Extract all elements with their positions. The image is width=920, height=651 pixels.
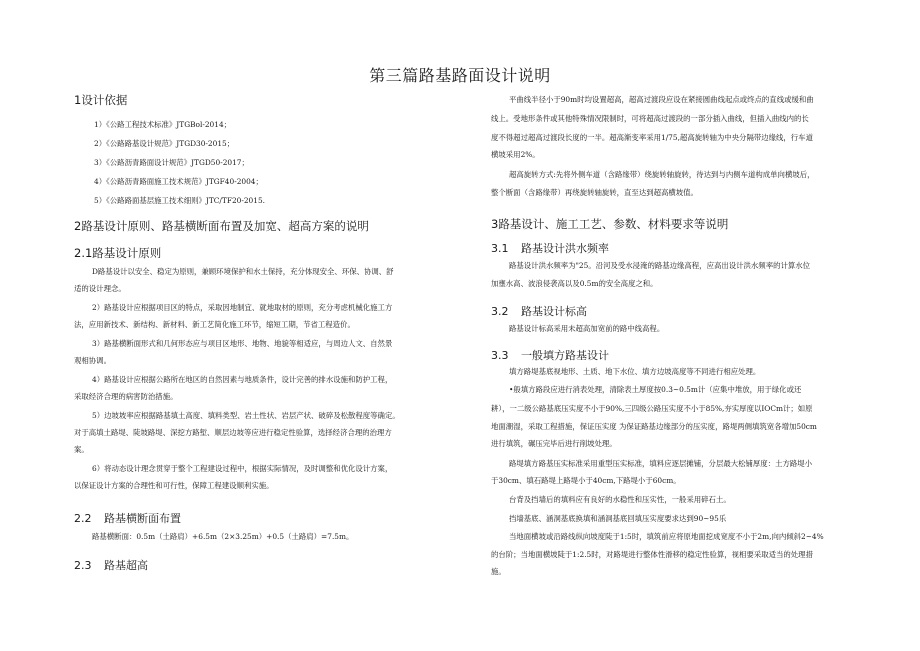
paragraph-line: 3）路基横断面形式和几何形态应与项目区地形、地物、地貌等相适应，与周边人文、自然景	[92, 339, 393, 348]
section-3-3-heading	[491, 347, 609, 363]
section-3-heading: 3路基设计、施工工艺、参数、材料要求等说明	[491, 217, 729, 231]
section-3-2-heading	[491, 303, 587, 319]
paragraph-line: 当地面横坡或沿路线纵向坡度陡于1:5时，填筑前应将原地面挖成宽度不小于2m,向内倾斜2~4%	[509, 532, 824, 541]
paragraph-line: 的台阶；当地面横坡陡于1:2.5时，对路堤进行整体性滑移的稳定性验算，视相要采取适当的处理措	[491, 550, 813, 559]
section-number: 3.1	[491, 242, 509, 255]
section-number: 2.3	[74, 559, 92, 572]
section-3-1-heading	[491, 240, 609, 256]
paragraph-line: 横坡采用2%。	[491, 150, 540, 159]
section-2-2-heading	[74, 510, 181, 526]
paragraph-line: 填方路堤基底视地形、土质、地下水位、填方边坡高度等不同进行相应处理。	[509, 367, 761, 376]
paragraph-line: 5）边坡坡率应根据路基填土高度、填料类型、岩土性状、岩层产状、破碎及松散程度等确定。	[92, 411, 400, 420]
paragraph-line: 超高旋转方式:先将外侧车道（含路缘带）绕旋转轴旋转，待达到与内侧车道构成单向横坡后，	[509, 170, 815, 179]
section-2-heading: 2路基设计原则、路基横断面布置及加宽、超高方案的说明	[74, 219, 369, 233]
paragraph-line: •般填方路段应进行消表处理，清除表土厚度按0.3~0.5m计（应集中堆放，用于绿化或还	[509, 385, 802, 394]
paragraph-line: 台背及挡墙后的填料应有良好的水稳性和压实性，一般采用碎石土。	[509, 495, 731, 504]
paragraph-line: 进行填筑，碾压完毕后进行削坡处理。	[491, 439, 617, 448]
paragraph-line: 2）路基设计应根据项目区的特点，采取因地制宜、就地取材的原则，充分考虑机械化施工方	[92, 303, 393, 312]
paragraph-line: 路基横断面：0.5m（土路肩）+6.5m（2×3.25m）+0.5（土路肩）=7.5m。	[92, 532, 354, 541]
paragraph-line: 地面潮湿，采取工程措施，保证压实度 为保证路基边缘部分的压实度，路堤两侧填筑宽各增加50cm	[491, 422, 817, 431]
paragraph-line: 案。	[74, 445, 89, 454]
paragraph-line: 路堤填方路基压实标准采用重型压实标准，填料应逐层摊铺，分层最大松铺厚度：土方路堤小	[509, 459, 813, 468]
paragraph-line: 挡墙基底、涵洞基底换填和涵洞基底回填压实度要求达到90~95乐	[509, 514, 727, 523]
paragraph-line: 于30cm、填石路堤上路堤小于40cm,下路堤小于60cm。	[491, 476, 681, 485]
section-number: 3.2	[491, 305, 509, 318]
reference-item: 3）《公路沥青路面设计规范》JTGD50-2017；	[94, 158, 249, 167]
paragraph-line: 6）将动态设计理念贯穿于整个工程建设过程中，根据实际情况，及时调整和优化设计方案，	[92, 464, 393, 473]
paragraph-line: 法，应用新技术、新结构、新材料、新工艺简化施工环节，缩短工期，节省工程造价。	[74, 320, 355, 329]
reference-item: 2）《公路路基设计规范》JTGD30-2015；	[94, 139, 235, 148]
paragraph-line: 4）路基设计应根据公路所在地区的自然因素与地质条件，设计完善的排水设施和防护工程，	[92, 375, 393, 384]
section-title: 路基超高	[104, 559, 148, 572]
section-2-1-heading: 2.1路基设计原则	[74, 246, 162, 260]
paragraph-line: 路基设计标高采用未超高加宽前的路中线高程。	[509, 324, 665, 333]
paragraph-line: 线上。受地形条件或其他特殊情况限制时，可将超高过渡段的一部分插入曲线，但插入曲线内的长	[491, 114, 809, 123]
section-title: 路基横断面布置	[104, 512, 181, 525]
section-number: 2.2	[74, 512, 92, 525]
section-number: 3.3	[491, 349, 509, 362]
paragraph-line: 观相协调。	[74, 356, 111, 365]
reference-item: 1）《公路工程技术标准》JTGBol-2014；	[94, 120, 232, 129]
reference-item: 5）《公路路面基层施工技术细则》JTC/TF20-2015.	[94, 196, 266, 205]
section-2-3-heading	[74, 557, 148, 573]
paragraph-line: 加壅水高、波浪侵袭高以及0.5m的安全高度之和。	[491, 279, 658, 288]
paragraph-line: 路基设计洪水频率为"25。沿河及受水浸淹的路基边缘高程，应高出设计洪水频率的计算水位	[509, 261, 811, 270]
paragraph-line: 采取经济合理的病害防治措施。	[74, 392, 178, 401]
section-1-heading: 1设计依据	[74, 93, 128, 107]
section-title: 一般填方路基设计	[521, 349, 609, 362]
paragraph-line: D路基设计以安全、稳定为原则，兼顾环境保护和水土保持，充分体现安全、环保、协调、舒	[92, 267, 394, 276]
section-title: 路基设计标高	[521, 305, 587, 318]
paragraph-line: 耕），一二级公路基底压实度不小于90%,三四级公路压实度不小于85%,夯实厚度以IOCm计；如原	[491, 404, 813, 413]
paragraph-line: 适的设计理念。	[74, 284, 126, 293]
paragraph-line: 度不得超过超高过渡段长度的一半。超高渐变率采用1/75,超高旋转轴为中央分隔带边缘线，行车道	[491, 133, 813, 142]
reference-item: 4）《公路沥青路面施工技术规范》JTGF40-2004；	[94, 177, 263, 186]
page-title: 第三篇路基路面设计说明	[369, 66, 551, 85]
section-title: 路基设计洪水频率	[521, 242, 609, 255]
paragraph-line: 整个断面（含路缘带）再绕旋转轴旋转，直至达到超高横坡值。	[491, 188, 698, 197]
paragraph-line: 平曲线半径小于90m时均设置超高，超高过渡段应设在紧接圆曲线起点或终点的直线或缓和曲	[509, 95, 814, 104]
paragraph-line: 以保证设计方案的合理性和可行性，保障工程建设顺利实施。	[74, 481, 274, 490]
paragraph-line: 对于高填土路堤、陡坡路堤、深挖方路堑、顺层边坡等应进行稳定性验算，选择经济合理的治理方	[74, 428, 392, 437]
paragraph-line: 施。	[491, 567, 506, 576]
